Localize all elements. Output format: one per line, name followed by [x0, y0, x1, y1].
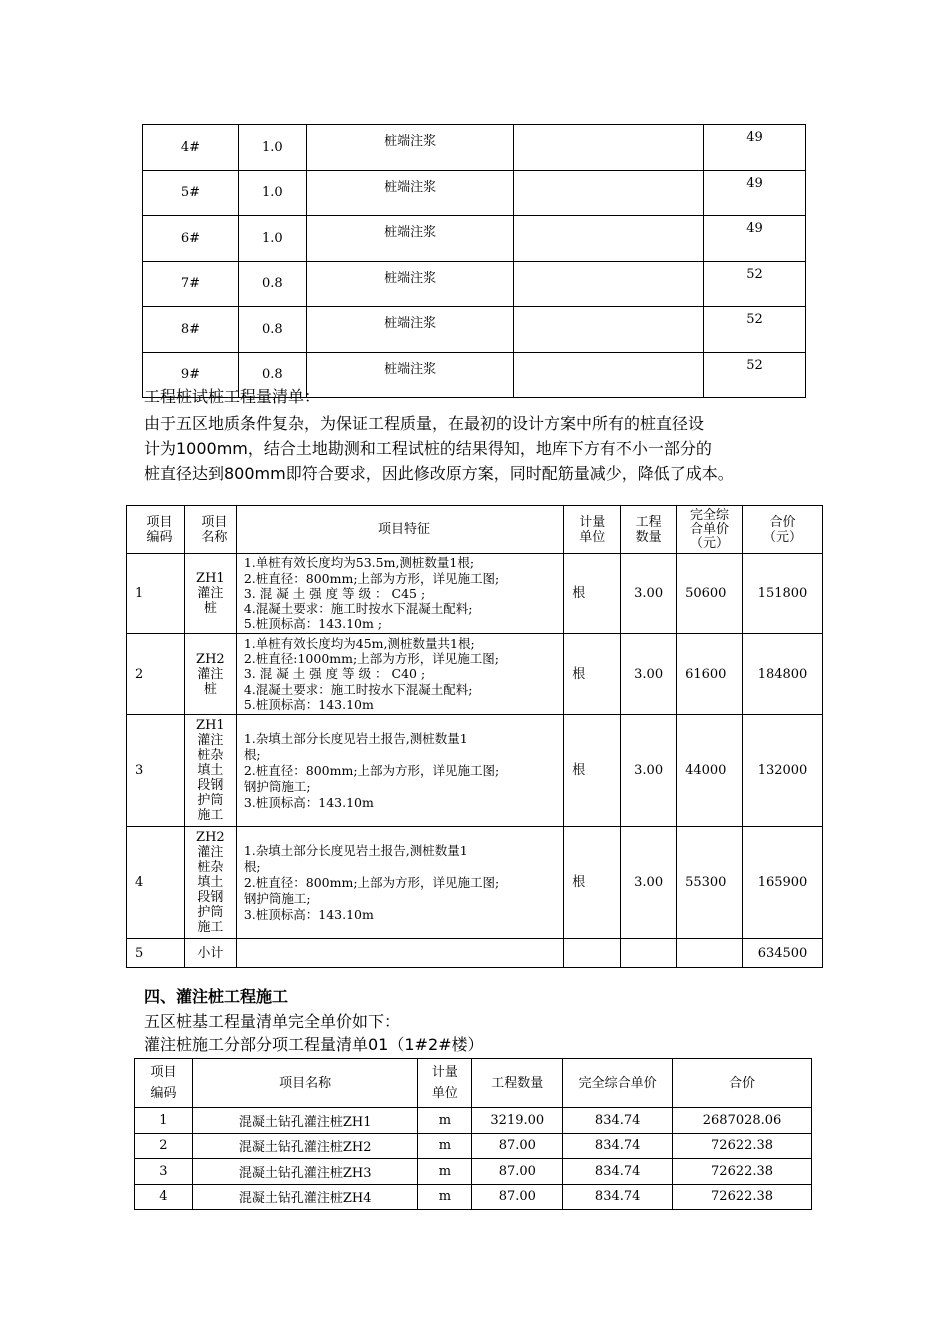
header-qty: 工程数量: [472, 1059, 563, 1108]
empty-cell: [677, 939, 743, 968]
pile-id: 5#: [143, 170, 239, 216]
item-price: 61600: [677, 634, 743, 715]
item-name: ZH1 灌注 桩: [184, 554, 236, 634]
item-unit: 根: [564, 634, 621, 715]
section-title: 工程桩试桩工程量清单：: [144, 387, 321, 406]
item-code: 2: [127, 634, 185, 715]
pile-value: 1.0: [238, 216, 306, 262]
item-name: 混凝土钻孔灌注桩ZH1: [192, 1108, 418, 1134]
item-name: ZH2 灌注 桩杂 填土 段钢 护筒 施工: [184, 827, 236, 939]
grouting-method: 桩端注浆: [306, 216, 514, 262]
item-code: 5: [127, 939, 185, 968]
item-code: 3: [127, 715, 185, 827]
note-cell: [514, 170, 704, 216]
note-cell: [514, 125, 704, 171]
pile-number: 49: [704, 170, 806, 216]
subtotal-total: 634500: [743, 939, 823, 968]
item-code: 1: [127, 554, 185, 634]
pile-id: 8#: [143, 307, 239, 353]
header-total: 合价: [673, 1059, 812, 1108]
header-unit: 计量 单位: [564, 506, 621, 554]
header-code: 项目 编码: [135, 1059, 193, 1108]
table-row: [143, 216, 806, 262]
item-unit: m: [418, 1184, 472, 1210]
header-total: 合价 （元）: [743, 506, 823, 554]
pile-id: 9#: [143, 352, 239, 398]
header-qty: 工程 数量: [621, 506, 677, 554]
item-price: 834.74: [563, 1133, 673, 1159]
item-qty: 87.00: [472, 1133, 563, 1159]
item-unit: 根: [564, 715, 621, 827]
item-feature: 1.杂填土部分长度见岩土报告,测桩数量1 根; 2.桩直径：800mm;上部为方形，详见施工图; 钢护筒施工; 3.桩顶标高：143.10m: [236, 827, 563, 939]
test-pile-quantity-table: [126, 505, 823, 968]
table-row: [127, 634, 823, 715]
header-price: 完全综 合单价 （元）: [677, 506, 743, 554]
item-code: 4: [127, 827, 185, 939]
item-price: 834.74: [563, 1159, 673, 1185]
pile-grouting-table: [142, 124, 806, 398]
paragraph-line: 计为1000mm，结合土地勘测和工程试桩的结果得知，地库下方有不小一部分的: [144, 439, 712, 458]
item-price: 44000: [677, 715, 743, 827]
item-price: 834.74: [563, 1184, 673, 1210]
item-qty: 87.00: [472, 1184, 563, 1210]
table-header-row: [135, 1059, 812, 1108]
item-name: ZH2 灌注 桩: [184, 634, 236, 715]
item-price: 834.74: [563, 1108, 673, 1134]
item-price: 50600: [677, 554, 743, 634]
note-cell: [514, 307, 704, 353]
paragraph-line: 桩直径达到800mm即符合要求，因此修改原方案，同时配筋量减少，降低了成本。: [144, 464, 734, 483]
empty-cell: [621, 939, 677, 968]
item-total: 72622.38: [673, 1133, 812, 1159]
item-qty: 3.00: [621, 554, 677, 634]
pile-number: 52: [704, 307, 806, 353]
empty-cell: [236, 939, 563, 968]
table-row: [135, 1133, 812, 1159]
item-unit: 根: [564, 554, 621, 634]
note-cell: [514, 261, 704, 307]
item-total: 72622.38: [673, 1159, 812, 1185]
item-name: 混凝土钻孔灌注桩ZH2: [192, 1133, 418, 1159]
item-feature: 1.单桩有效长度均为53.5m,测桩数量1根; 2.桩直径：800mm;上部为方形，详见施工图; 3. 混 凝 土 强 度 等 级 ： C45 ; 4.混凝土要求：施工时按水下混凝土配料; 5.桩顶标高：143.10m ;: [236, 554, 563, 634]
header-name: 项目名称: [192, 1059, 418, 1108]
item-total: 165900: [743, 827, 823, 939]
table-row: [135, 1159, 812, 1185]
table-row: [143, 170, 806, 216]
item-feature: 1.单桩有效长度均为45m,测桩数量共1根; 2.桩直径:1000mm;上部为方形，详见施工图; 3. 混 凝 土 强 度 等 级 ： C40 ; 4.混凝土要求：施工时按水下混凝土配料; 5.桩顶标高：143.10m: [236, 634, 563, 715]
subtotal-label: 小计: [184, 939, 236, 968]
header-code: 项目 编码: [127, 506, 185, 554]
subtotal-row: [127, 939, 823, 968]
item-unit: m: [418, 1108, 472, 1134]
item-code: 4: [135, 1184, 193, 1210]
text-line: 五区桩基工程量清单完全单价如下：: [144, 1012, 401, 1031]
pile-value: 0.8: [238, 261, 306, 307]
item-code: 1: [135, 1108, 193, 1134]
item-total: 151800: [743, 554, 823, 634]
item-code: 2: [135, 1133, 193, 1159]
table-row: [127, 827, 823, 939]
grouting-method: 桩端注浆: [306, 125, 514, 171]
pile-value: 1.0: [238, 170, 306, 216]
note-cell: [514, 216, 704, 262]
pile-value: 0.8: [238, 307, 306, 353]
grouting-method: 桩端注浆: [306, 307, 514, 353]
item-price: 55300: [677, 827, 743, 939]
note-cell: [514, 352, 704, 398]
pile-value: 0.8: [238, 352, 306, 398]
item-feature: 1.杂填土部分长度见岩土报告,测桩数量1 根; 2.桩直径：800mm;上部为方形，详见施工图; 钢护筒施工; 3.桩顶标高：143.10m: [236, 715, 563, 827]
pile-value: 1.0: [238, 125, 306, 171]
item-total: 2687028.06: [673, 1108, 812, 1134]
item-total: 72622.38: [673, 1184, 812, 1210]
table-row: [143, 261, 806, 307]
header-name: 项目 名称: [184, 506, 236, 554]
text-line: 灌注桩施工分部分项工程量清单01（1#2#楼）: [144, 1035, 484, 1054]
item-name: 混凝土钻孔灌注桩ZH4: [192, 1184, 418, 1210]
item-code: 3: [135, 1159, 193, 1185]
table-row: [135, 1108, 812, 1134]
item-qty: 3.00: [621, 634, 677, 715]
item-unit: m: [418, 1133, 472, 1159]
table-row: [143, 307, 806, 353]
pile-number: 52: [704, 352, 806, 398]
bored-pile-quantity-table: [134, 1058, 812, 1210]
item-total: 132000: [743, 715, 823, 827]
item-name: ZH1 灌注 桩杂 填土 段钢 护筒 施工: [184, 715, 236, 827]
table-row: [127, 554, 823, 634]
item-unit: 根: [564, 827, 621, 939]
table-header-row: [127, 506, 823, 554]
pile-number: 49: [704, 216, 806, 262]
item-qty: 3.00: [621, 715, 677, 827]
item-total: 184800: [743, 634, 823, 715]
section-heading: 四、灌注桩工程施工: [144, 987, 289, 1006]
item-qty: 3219.00: [472, 1108, 563, 1134]
item-qty: 3.00: [621, 827, 677, 939]
pile-number: 52: [704, 261, 806, 307]
empty-cell: [564, 939, 621, 968]
item-qty: 87.00: [472, 1159, 563, 1185]
header-feature: 项目特征: [236, 506, 563, 554]
pile-id: 6#: [143, 216, 239, 262]
grouting-method: 桩端注浆: [306, 352, 514, 398]
pile-number: 49: [704, 125, 806, 171]
paragraph-line: 由于五区地质条件复杂，为保证工程质量，在最初的设计方案中所有的桩直径设: [144, 414, 705, 433]
header-unit: 计量 单位: [418, 1059, 472, 1108]
table-row: [143, 125, 806, 171]
item-name: 混凝土钻孔灌注桩ZH3: [192, 1159, 418, 1185]
pile-id: 7#: [143, 261, 239, 307]
pile-id: 4#: [143, 125, 239, 171]
grouting-method: 桩端注浆: [306, 170, 514, 216]
grouting-method: 桩端注浆: [306, 261, 514, 307]
table-row: [127, 715, 823, 827]
item-unit: m: [418, 1159, 472, 1185]
header-price: 完全综合单价: [563, 1059, 673, 1108]
table-row: [135, 1184, 812, 1210]
